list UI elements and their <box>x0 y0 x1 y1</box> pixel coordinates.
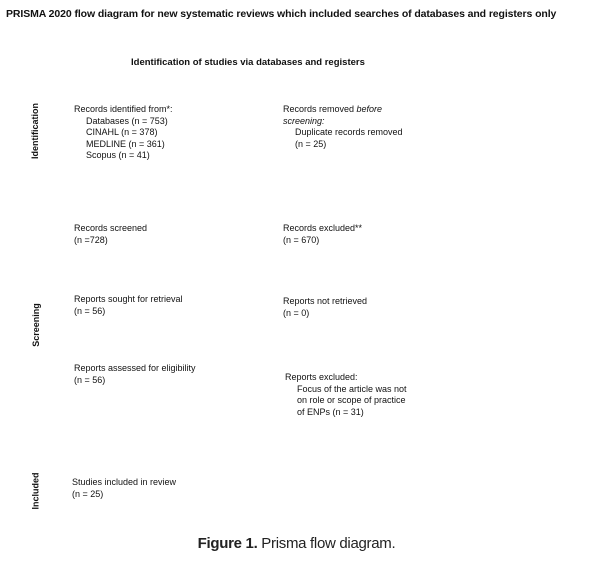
reports-excluded-reason: on role or scope of practice <box>297 395 406 405</box>
records-screened-count: (n =728) <box>74 234 108 245</box>
records-screened-heading: Records screened <box>74 223 148 233</box>
reports-not-retrieved-box <box>283 296 367 319</box>
section-header: Identification of studies via databases and registers <box>131 57 365 68</box>
reports-assessed-heading: Reports assessed for eligibility <box>74 363 196 373</box>
records-excluded-count: (n = 670) <box>283 234 320 245</box>
records-identified-box <box>74 104 173 162</box>
reports-excluded-reason: of ENPs (n = 31) <box>297 406 364 417</box>
records-removed-heading: Records removed <box>283 104 357 114</box>
records-identified-item: MEDLINE (n = 361) <box>86 138 165 149</box>
reports-assessed-count: (n = 56) <box>74 374 106 385</box>
reports-sought-heading: Reports sought for retrieval <box>74 294 183 304</box>
figure-caption-text: Prisma flow diagram. <box>257 535 396 552</box>
diagram-title: PRISMA 2020 flow diagram for new systematic reviews which included searches of databases and registers only <box>6 8 557 20</box>
studies-included-heading: Studies included in review <box>72 477 177 487</box>
studies-included-count: (n = 25) <box>72 488 104 499</box>
records-excluded-box <box>283 223 362 246</box>
records-identified-item: CINAHL (n = 378) <box>86 127 158 137</box>
records-removed-heading-italic: before <box>356 104 383 114</box>
records-identified-item: Databases (n = 753) <box>86 115 168 126</box>
figure-caption-label: Figure 1. <box>197 535 258 552</box>
reports-excluded-box <box>285 372 407 418</box>
records-removed-heading-italic-2: screening: <box>283 115 325 126</box>
records-screened-box <box>74 223 147 246</box>
stage-label-screening: Screening <box>30 303 41 347</box>
reports-assessed-box <box>74 363 196 386</box>
duplicate-records-count: (n = 25) <box>295 138 327 149</box>
records-identified-heading: Records identified from*: <box>74 104 173 114</box>
records-identified-item: Scopus (n = 41) <box>86 150 150 160</box>
records-removed-box <box>283 104 403 150</box>
studies-included-box <box>72 477 176 500</box>
reports-sought-box <box>74 294 183 317</box>
reports-excluded-heading: Reports excluded: <box>285 372 358 382</box>
reports-not-retrieved-count: (n = 0) <box>283 307 310 318</box>
reports-not-retrieved-heading: Reports not retrieved <box>283 296 368 306</box>
reports-sought-count: (n = 56) <box>74 305 106 316</box>
figure-caption <box>0 535 593 552</box>
reports-excluded-reason: Focus of the article was not <box>297 383 407 394</box>
stage-label-included: Included <box>30 472 41 510</box>
duplicate-records-label: Duplicate records removed <box>295 127 403 137</box>
records-excluded-heading: Records excluded** <box>283 223 363 233</box>
stage-label-identification: Identification <box>30 103 40 159</box>
